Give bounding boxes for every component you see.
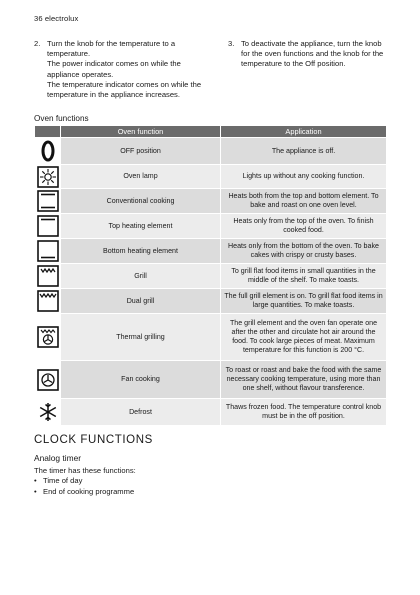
function-name: Dual grill — [61, 289, 221, 314]
step-body — [47, 39, 204, 100]
table-row — [35, 399, 387, 426]
symbol-cell — [35, 214, 61, 239]
function-name: OFF position — [61, 138, 221, 165]
function-application: The grill element and the oven fan operate one after the other and circulate hot air around the food. To cook large pieces of meat. Maximum temperature for this function is 200 °C. — [221, 314, 387, 361]
timer-function-list — [34, 476, 134, 497]
top-heating-icon — [37, 215, 59, 237]
header-symbol — [35, 126, 61, 138]
step-text: Turn the knob for the temperature to a temperature. — [47, 39, 176, 59]
function-application: The full grill element is on. To grill flat food items in large quantities. To make toasts. — [221, 289, 387, 314]
list-item — [34, 476, 134, 487]
step-number: 2. — [34, 39, 41, 48]
grill-icon — [37, 265, 59, 287]
function-application: Heats only from the top of the oven. To finish cooked food. — [221, 214, 387, 239]
function-application: Lights up without any cooking function. — [221, 165, 387, 189]
function-application: Heats both from the top and bottom element. To bake and roast on one oven level. — [221, 189, 387, 214]
step-text: To deactivate the appliance, turn the knob for the oven functions and the knob for the temperature to the Off position. — [241, 39, 384, 69]
step-text: The power indicator comes on while the appliance operates. — [47, 59, 181, 79]
function-name: Bottom heating element — [61, 239, 221, 264]
symbol-cell — [35, 264, 61, 289]
function-name: Grill — [61, 264, 221, 289]
symbol-cell — [35, 239, 61, 264]
symbol-cell — [35, 289, 61, 314]
step-text: The temperature indicator comes on while the temperature in the appliance increases. — [47, 79, 202, 100]
function-name: Top heating element — [61, 214, 221, 239]
header-oven-function: Oven function — [61, 126, 221, 138]
function-application: The appliance is off. — [221, 138, 387, 165]
function-name: Fan cooking — [61, 361, 221, 399]
symbol-cell — [35, 189, 61, 214]
function-name: Oven lamp — [61, 165, 221, 189]
symbol-cell — [35, 399, 61, 426]
oven-lamp-icon — [37, 166, 59, 188]
conventional-cooking-icon — [37, 190, 59, 212]
oven-functions-table — [34, 125, 387, 426]
function-name: Defrost — [61, 399, 221, 426]
step-3 — [228, 39, 386, 100]
table-header-row — [35, 126, 387, 138]
bullet-icon: • — [34, 486, 37, 496]
table-row — [35, 138, 387, 165]
bullet-icon: • — [34, 476, 37, 485]
off-position-icon — [38, 139, 58, 163]
step-body — [241, 39, 386, 100]
step-2 — [34, 39, 204, 100]
page-header: 36 electrolux — [34, 14, 79, 23]
function-name: Thermal grilling — [61, 314, 221, 361]
table-row — [35, 239, 387, 264]
list-item — [34, 487, 134, 498]
instruction-steps — [34, 39, 386, 100]
function-name: Conventional cooking — [61, 189, 221, 214]
table-row — [35, 264, 387, 289]
table-row — [35, 314, 387, 361]
symbol-cell — [35, 165, 61, 189]
bottom-heating-icon — [37, 240, 59, 262]
function-application: Thaws frozen food. The temperature control knob must be in the off position. — [221, 399, 387, 426]
list-item-text: End of cooking programme — [43, 486, 135, 496]
defrost-icon — [37, 401, 59, 423]
list-item-text: Time of day — [43, 476, 83, 485]
function-application: Heats only from the bottom of the oven. To bake cakes with crispy or crusty bases. — [221, 239, 387, 264]
header-application: Application — [221, 126, 387, 138]
table-row — [35, 165, 387, 189]
table-row — [35, 214, 387, 239]
function-application: To roast or roast and bake the food with the same necessary cooking temperature, using more than one shelf, without flavour transference. — [221, 361, 387, 399]
thermal-grilling-icon — [37, 326, 59, 348]
table-row — [35, 189, 387, 214]
step-number: 3. — [228, 39, 235, 48]
function-application: To grill flat food items in small quantities in the middle of the shelf. To make toasts. — [221, 264, 387, 289]
table-row — [35, 289, 387, 314]
symbol-cell — [35, 138, 61, 165]
timer-intro: The timer has these functions: — [34, 466, 136, 475]
symbol-cell — [35, 361, 61, 399]
dual-grill-icon — [37, 290, 59, 312]
clock-functions-heading: CLOCK FUNCTIONS — [34, 434, 153, 446]
analog-timer-heading: Analog timer — [34, 453, 82, 463]
fan-cooking-icon — [37, 369, 59, 391]
oven-functions-title: Oven functions — [34, 114, 89, 123]
symbol-cell — [35, 314, 61, 361]
table-row — [35, 361, 387, 399]
